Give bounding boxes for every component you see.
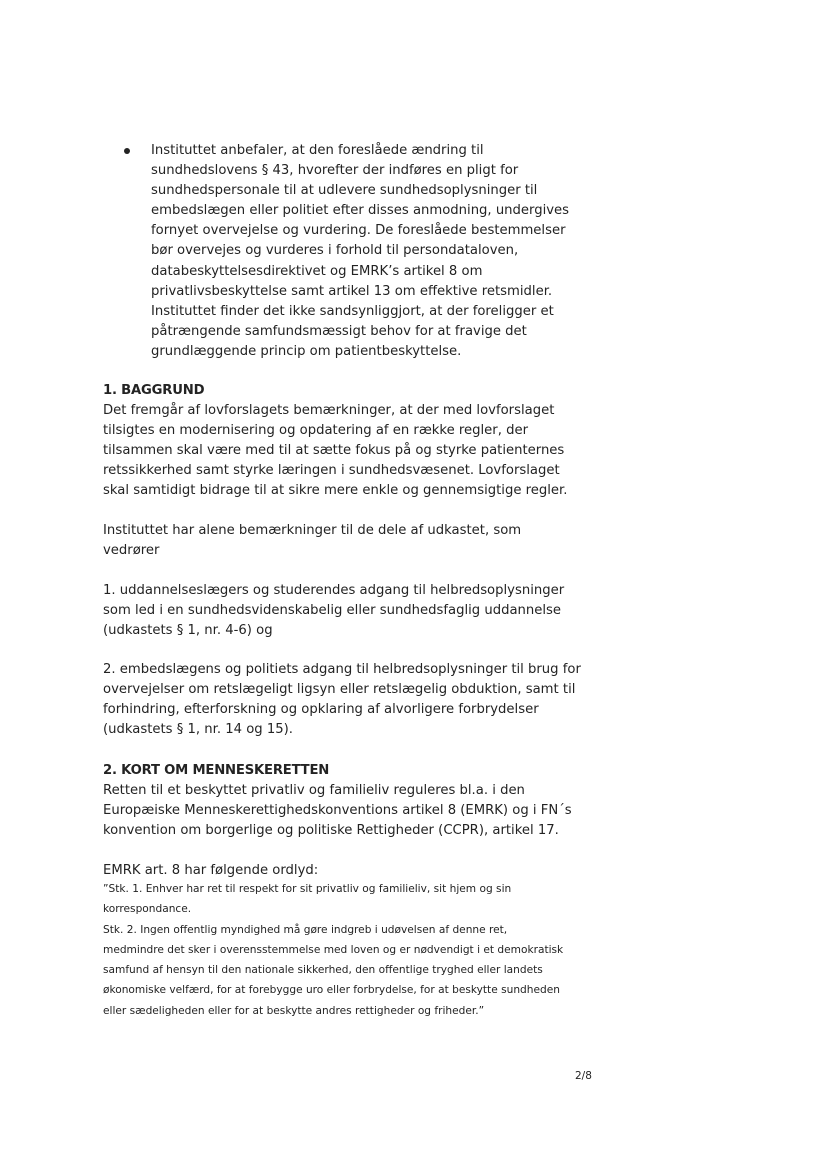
text-line: Instituttet har alene bemærkninger til de dele af udkastet, som	[103, 523, 522, 538]
text-line: overvejelser om retslægeligt ligsyn eller retslægelig obduktion, samt til	[103, 682, 576, 698]
quote-line: korrespondance.	[103, 903, 192, 916]
text-line: (udkastets § 1, nr. 4-6) og	[103, 623, 273, 639]
section-heading-menneskeretten: 2. KORT OM MENNESKERETTEN	[103, 763, 330, 778]
section-heading-baggrund: 1. BAGGRUND	[103, 383, 205, 398]
emrk-intro: EMRK art. 8 har følgende ordlyd:	[103, 863, 319, 878]
quote-line: samfund af hensyn til den nationale sikkerhed, den offentlige tryghed eller landets	[103, 964, 543, 977]
text-line: privatlivsbeskyttelse samt artikel 13 om effektive retsmidler.	[151, 283, 553, 299]
text-line: tilsammen skal være med til at sætte fokus på og styrke patienternes	[103, 443, 565, 459]
text-line: sundhedslovens § 43, hvorefter der indføres en pligt for	[151, 163, 519, 179]
text-line: Retten til et beskyttet privatliv og familieliv reguleres bl.a. i den	[103, 783, 525, 798]
text-line: påtrængende samfundsmæssigt behov for at fravige det	[151, 323, 527, 339]
recommendation-text	[151, 141, 596, 362]
text-line: 2. embedslægens og politiets adgang til helbredsoplysninger til brug for	[103, 662, 581, 677]
quote-line: ”Stk. 1. Enhver har ret til respekt for sit privatliv og familieliv, sit hjem og sin	[103, 883, 512, 895]
text-line: konvention om borgerlige og politiske Rettigheder (CCPR), artikel 17.	[103, 823, 559, 839]
scope-paragraph	[103, 521, 573, 561]
text-line: fornyet overvejelse og vurdering. De foreslåede bestemmelser	[151, 223, 566, 239]
scope-item-2	[103, 660, 581, 740]
scope-item-1	[103, 581, 573, 641]
text-line: Europæiske Menneskerettighedskonventions artikel 8 (EMRK) og i FN´s	[103, 803, 572, 819]
text-line: vedrører	[103, 543, 160, 559]
text-line: Instituttet finder det ikke sandsynliggjort, at der foreligger et	[151, 303, 554, 319]
text-line: som led i en sundhedsvidenskabelig eller sundhedsfaglig uddannelse	[103, 603, 562, 619]
text-line: Det fremgår af lovforslagets bemærkninger, at der med lovforslaget	[103, 403, 555, 418]
page-number: 2/8	[575, 1070, 592, 1082]
text-line: forhindring, efterforskning og opklaring af alvorligere forbrydelser	[103, 702, 539, 718]
text-line: skal samtidigt bidrage til at sikre mere enkle og gennemsigtige regler.	[103, 483, 568, 499]
menneskeretten-paragraph	[103, 781, 573, 841]
text-line: sundhedspersonale til at udlevere sundhedsoplysninger til	[151, 183, 538, 199]
baggrund-paragraph	[103, 401, 573, 501]
text-line: tilsigtes en modernisering og opdatering af en række regler, der	[103, 423, 528, 439]
quote-line: økonomiske velfærd, for at forebygge uro eller forbrydelse, for at beskytte sundheden	[103, 984, 560, 997]
text-line: embedslægen eller politiet efter disses anmodning, undergives	[151, 203, 570, 219]
text-line: databeskyttelsesdirektivet og EMRK’s artikel 8 om	[151, 263, 483, 279]
text-line: bør overvejes og vurderes i forhold til persondataloven,	[151, 243, 519, 259]
bullet-dot-icon	[124, 148, 130, 154]
text-line: grundlæggende princip om patientbeskyttelse.	[151, 343, 462, 359]
quote-line: Stk. 2. Ingen offentlig myndighed må gøre indgreb i udøvelsen af denne ret,	[103, 923, 508, 936]
quote-line: medmindre det sker i overensstemmelse med loven og er nødvendigt i et demokratisk	[103, 943, 564, 956]
text-line: retssikkerhed samt styrke læringen i sundhedsvæsenet. Lovforslaget	[103, 463, 560, 479]
text-line: (udkastets § 1, nr. 14 og 15).	[103, 722, 293, 738]
text-line: 1. uddannelseslægers og studerendes adgang til helbredsoplysninger	[103, 583, 565, 598]
emrk-article-quote	[103, 879, 573, 1021]
text-line: Instituttet anbefaler, at den foreslåede ændring til	[151, 143, 484, 158]
quote-line: eller sædeligheden eller for at beskytte andres rettigheder og friheder.”	[103, 1004, 485, 1017]
